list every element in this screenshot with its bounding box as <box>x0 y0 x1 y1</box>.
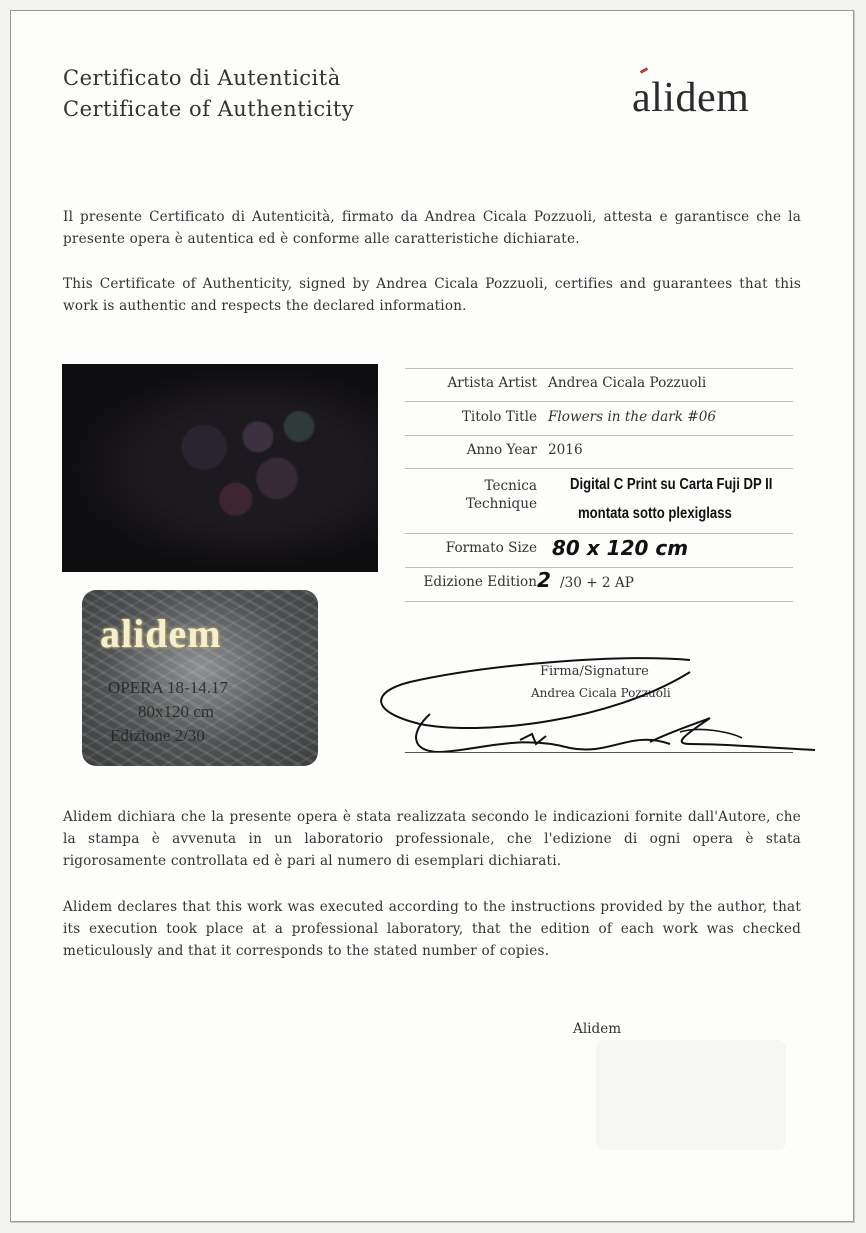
handwritten-signature <box>370 652 820 764</box>
year-value: 2016 <box>548 442 583 458</box>
format-label: Formato Size <box>445 540 537 556</box>
intro-english: This Certificate of Authenticity, signed by Andrea Cicala Pozzuoli, certifies and guarantees that this work is authentic and respects the declared information. <box>63 276 801 314</box>
technique-stamp-line-2: montata sotto plexiglass <box>578 505 732 522</box>
closing-signature: Alidem <box>573 1021 622 1037</box>
table-rule <box>405 567 793 568</box>
table-rule <box>405 368 793 369</box>
hologram-sticker <box>82 590 318 766</box>
hologram-logo: alidem <box>100 611 222 656</box>
edition-number: 2 <box>537 568 551 592</box>
artist-label: Artista Artist <box>447 375 537 391</box>
title-value: Flowers in the dark #06 <box>548 409 716 425</box>
format-value: 80 x 120 cm <box>552 536 689 560</box>
signature-name: Andrea Cicala Pozzuoli <box>531 686 671 700</box>
technique-label-it: Tecnica <box>484 478 537 494</box>
year-label: Anno Year <box>466 442 537 458</box>
title-italian: Certificato di Autenticità <box>63 66 341 90</box>
hologram-line-3: Edizione 2/30 <box>110 726 205 745</box>
title-label: Titolo Title <box>461 409 537 425</box>
hologram-line-2: 80x120 cm <box>138 702 215 721</box>
table-rule <box>405 435 793 436</box>
embossed-seal <box>596 1040 786 1150</box>
logo-text: alidem <box>632 75 750 121</box>
declaration-italian: Alidem dichiara che la presente opera è stata realizzata secondo le indicazioni fornite dall'Autore, che la stampa è avvenuta in un laboratorio professionale, che l'edizione di ogni opera è stata rigorosamente controllata ed è pari al numero di esemplari dichiarati. <box>63 809 801 869</box>
technique-stamp-line-1: Digital C Print su Carta Fuji DP II <box>570 476 773 493</box>
declaration-english: Alidem declares that this work was executed according to the instructions provided by the author, that its execution took place at a professional laboratory, that the edition of each work was checked meticulously and that it corresponds to the stated number of copies. <box>63 899 801 959</box>
edition-label: Edizione Edition <box>423 574 537 590</box>
table-rule <box>405 401 793 402</box>
title-english: Certificate of Authenticity <box>63 97 355 121</box>
table-rule <box>405 601 793 602</box>
artwork-photo <box>62 364 378 572</box>
edition-total: /30 + 2 AP <box>560 575 634 591</box>
hologram-line-1: OPERA 18-14.17 <box>108 678 228 697</box>
alidem-logo <box>632 74 749 122</box>
table-rule <box>405 468 793 469</box>
technique-label-en: Technique <box>465 496 537 512</box>
signature-rule <box>405 752 793 753</box>
intro-italian: Il presente Certificato di Autenticità, firmato da Andrea Cicala Pozzuoli, attesta e garantisce che la presente opera è autentica ed è conforme alle caratteristiche dichiarate. <box>63 209 801 247</box>
signature-label: Firma/Signature <box>540 664 649 679</box>
table-rule <box>405 533 793 534</box>
artist-value: Andrea Cicala Pozzuoli <box>548 375 707 391</box>
